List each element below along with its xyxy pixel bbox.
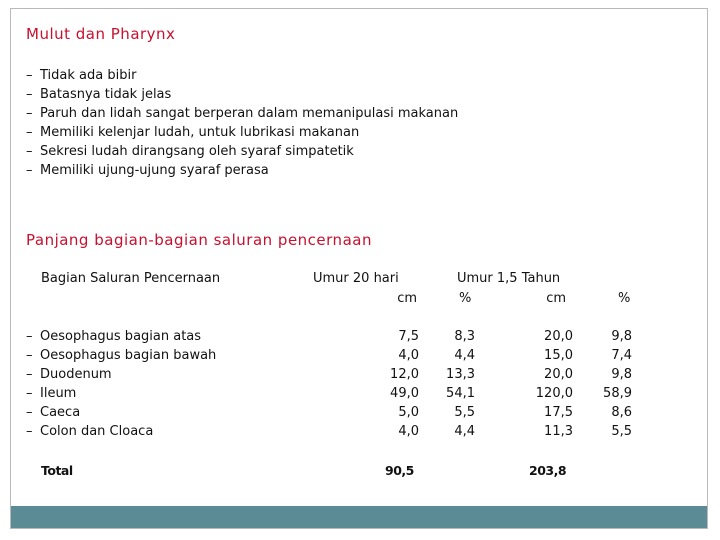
cell-pct15: 9,8 — [611, 329, 632, 344]
section-title-panjang: Panjang bagian-bagian saluran pencernaan — [26, 231, 372, 249]
table-row-label: – Duodenum — [26, 367, 112, 382]
feature-list — [26, 66, 458, 180]
header-age15: Umur 1,5 Tahun — [457, 271, 561, 286]
slide — [10, 8, 708, 529]
section-title-mulut: Mulut dan Pharynx — [26, 25, 176, 43]
organ-list — [26, 327, 216, 441]
dash-bullet: – — [26, 329, 33, 344]
cell-cm15: 120,0 — [535, 386, 573, 401]
total-age15: 203,8 — [529, 463, 567, 478]
column-cm-15 — [511, 327, 573, 441]
cell-cm20: 49,0 — [390, 386, 419, 401]
footer-bar — [11, 506, 707, 528]
cell-pct20: 8,3 — [454, 329, 475, 344]
table-row-label: – Ileum — [26, 386, 77, 401]
dash-bullet: – — [26, 348, 33, 363]
dash-bullet: – — [26, 367, 33, 382]
cell-pct20: 54,1 — [446, 386, 475, 401]
cell-pct15: 5,5 — [611, 424, 632, 439]
list-item: – Sekresi ludah dirangsang oleh syaraf simpatetik — [26, 144, 354, 159]
cell-cm15: 17,5 — [544, 405, 573, 420]
cell-pct20: 4,4 — [454, 424, 475, 439]
header-age20: Umur 20 hari — [313, 271, 399, 286]
table-row-label: – Colon dan Cloaca — [26, 424, 154, 439]
column-cm-20 — [371, 327, 419, 441]
total-age20: 90,5 — [385, 463, 414, 478]
cell-cm20: 5,0 — [398, 405, 419, 420]
cell-cm15: 20,0 — [544, 367, 573, 382]
cell-pct15: 9,8 — [611, 367, 632, 382]
cell-pct20: 5,5 — [454, 405, 475, 420]
table-row-label: – Oesophagus bagian atas — [26, 329, 202, 344]
column-pct-20 — [431, 327, 475, 441]
cell-cm15: 20,0 — [544, 329, 573, 344]
cell-pct20: 13,3 — [446, 367, 475, 382]
header-part: Bagian Saluran Pencernaan — [41, 271, 221, 286]
cell-cm20: 12,0 — [390, 367, 419, 382]
total-label: Total — [41, 463, 73, 478]
cell-cm15: 11,3 — [544, 424, 573, 439]
dash-bullet: – — [26, 386, 33, 401]
list-item: – Memiliki ujung-ujung syaraf perasa — [26, 163, 269, 178]
dash-bullet: – — [26, 68, 33, 83]
cell-cm20: 4,0 — [398, 424, 419, 439]
cell-pct15: 7,4 — [611, 348, 632, 363]
list-item: – Memiliki kelenjar ludah, untuk lubrikasi makanan — [26, 125, 360, 140]
table-row-label: – Oesophagus bagian bawah — [26, 348, 217, 363]
dash-bullet: – — [26, 424, 33, 439]
list-item: – Batasnya tidak jelas — [26, 87, 172, 102]
dash-bullet: – — [26, 106, 33, 121]
dash-bullet: – — [26, 87, 33, 102]
header-pct-20: % — [459, 291, 472, 306]
list-item: – Paruh dan lidah sangat berperan dalam memanipulasi makanan — [26, 106, 459, 121]
cell-cm20: 7,5 — [398, 329, 419, 344]
dash-bullet: – — [26, 405, 33, 420]
cell-cm15: 15,0 — [544, 348, 573, 363]
dash-bullet: – — [26, 144, 33, 159]
cell-pct20: 4,4 — [454, 348, 475, 363]
header-pct-15: % — [618, 291, 631, 306]
cell-pct15: 8,6 — [611, 405, 632, 420]
header-cm-20: cm — [397, 291, 417, 306]
header-cm-15: cm — [546, 291, 566, 306]
list-item: – Tidak ada bibir — [26, 68, 137, 83]
dash-bullet: – — [26, 125, 33, 140]
cell-pct15: 58,9 — [603, 386, 632, 401]
cell-cm20: 4,0 — [398, 348, 419, 363]
column-pct-15 — [586, 327, 632, 441]
dash-bullet: – — [26, 163, 33, 178]
table-row-label: – Caeca — [26, 405, 81, 420]
